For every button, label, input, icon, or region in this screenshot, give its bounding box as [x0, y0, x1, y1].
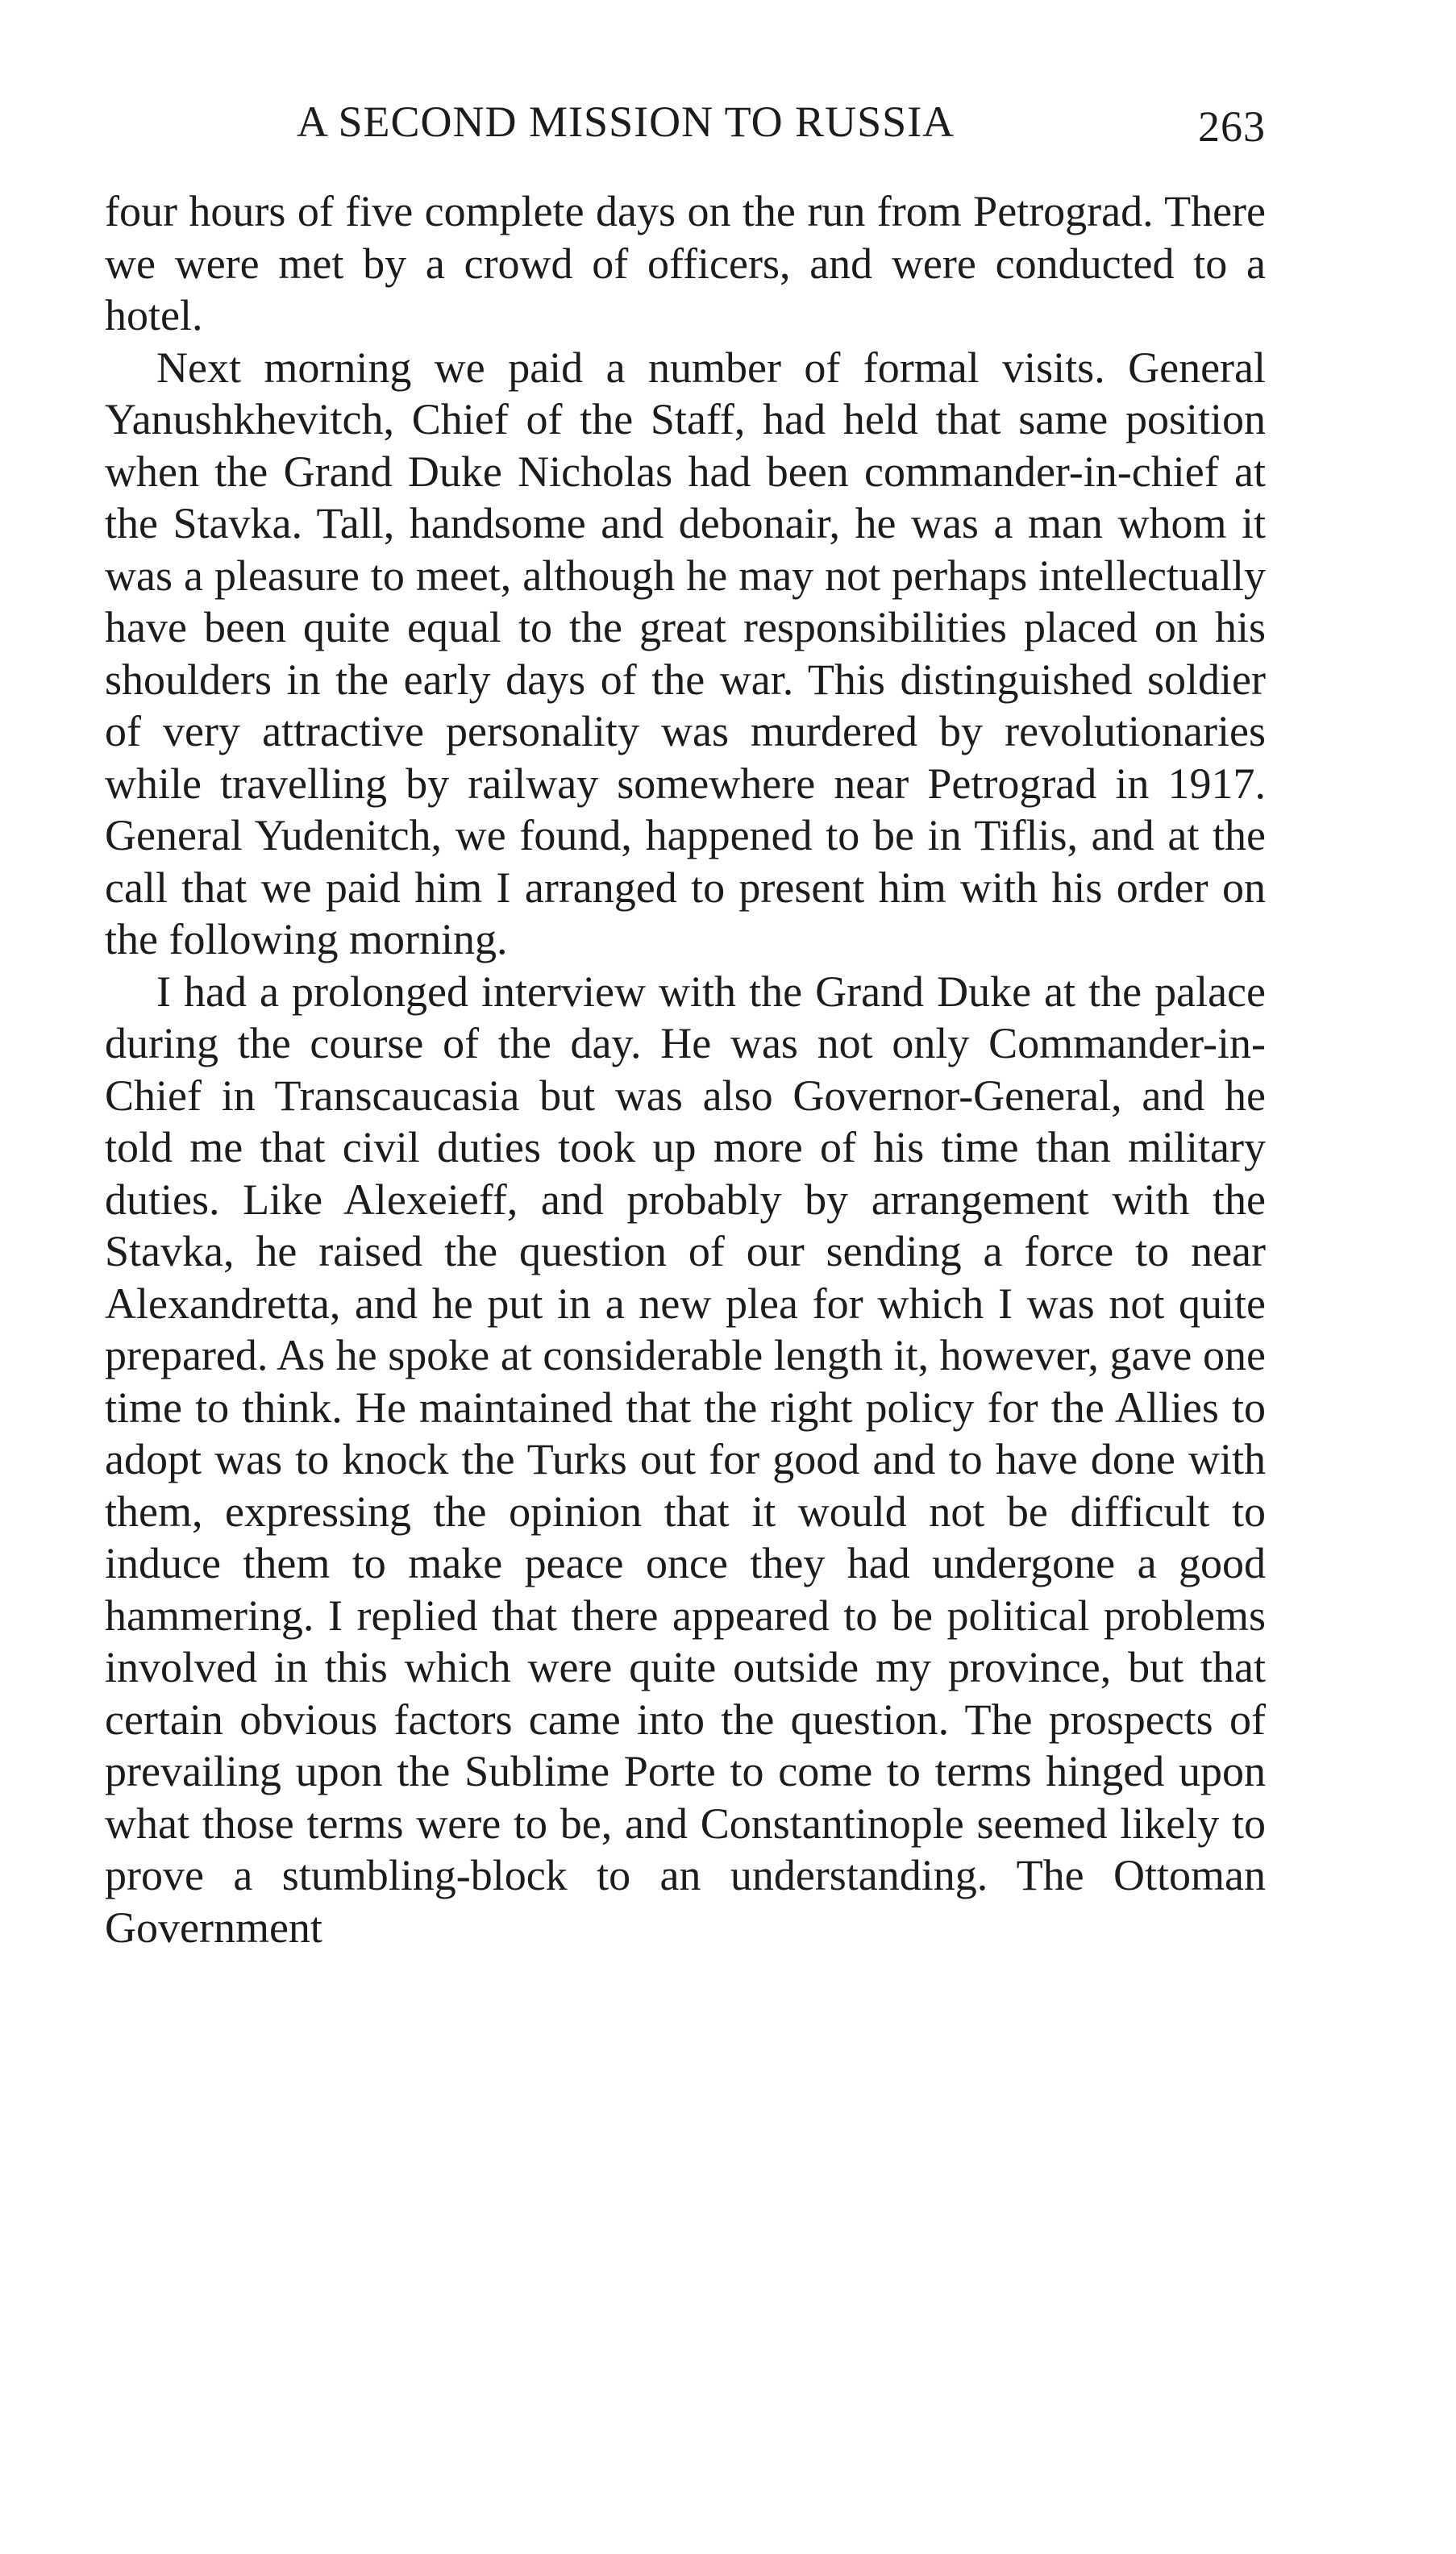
paragraph-continuation: four hours of five complete days on the run from Petrograd. There we were met by a crowd of officers, and were conducted to a hotel.: [105, 187, 1266, 339]
paragraph-grand-duke-interview: I had a prolonged interview with the Grand Duke at the palace during the course of the day. He was not only Commander-in-Chief in Transcaucasia but was also Governor-General, and he told me that civil duties took up more of his time than military duties. Like Alexeieff, and probably by arrangement with the Stavka, he raised the question of our sending a force to near Alexandretta, and he put in a new plea for which I was not quite prepared. As he spoke at considerable length it, however, gave one time to think. He maintained that the right policy for the Allies to adopt was to knock the Turks out for good and to have done with them, expressing the opinion that it would not be difficult to induce them to make peace once they had undergone a good hammering. I replied that there appeared to be political problems involved in this which were quite outside my province, but that certain obvious factors came into the question. The prospects of prevailing upon the Sublime Porte to come to terms hinged upon what those terms were to be, and Constantinople seemed likely to prove a stumbling-block to an understanding. The Ottoman Government: [105, 967, 1266, 1952]
paragraph-formal-visits: Next morning we paid a number of formal visits. General Yanushkhevitch, Chief of the Staff, had held that same position when the Grand Duke Nicholas had been commander-in-chief at the Stavka. Tall, handsome and debonair, he was a man whom it was a pleasure to meet, although he may not perhaps intellectually have been quite equal to the great responsibilities placed on his shoulders in the early days of the war. This distinguished soldier of very attractive personality was murdered by revolutionaries while travelling by railway somewhere near Petrograd in 1917. General Yudenitch, we found, happened to be in Tiflis, and at the call that we paid him I arranged to present him with his order on the following morning.: [105, 343, 1266, 963]
page-number: 263: [1198, 102, 1266, 151]
running-head: [105, 97, 1266, 169]
running-title: A SECOND MISSION TO RUSSIA: [297, 98, 955, 146]
body-text: [105, 185, 1266, 1953]
